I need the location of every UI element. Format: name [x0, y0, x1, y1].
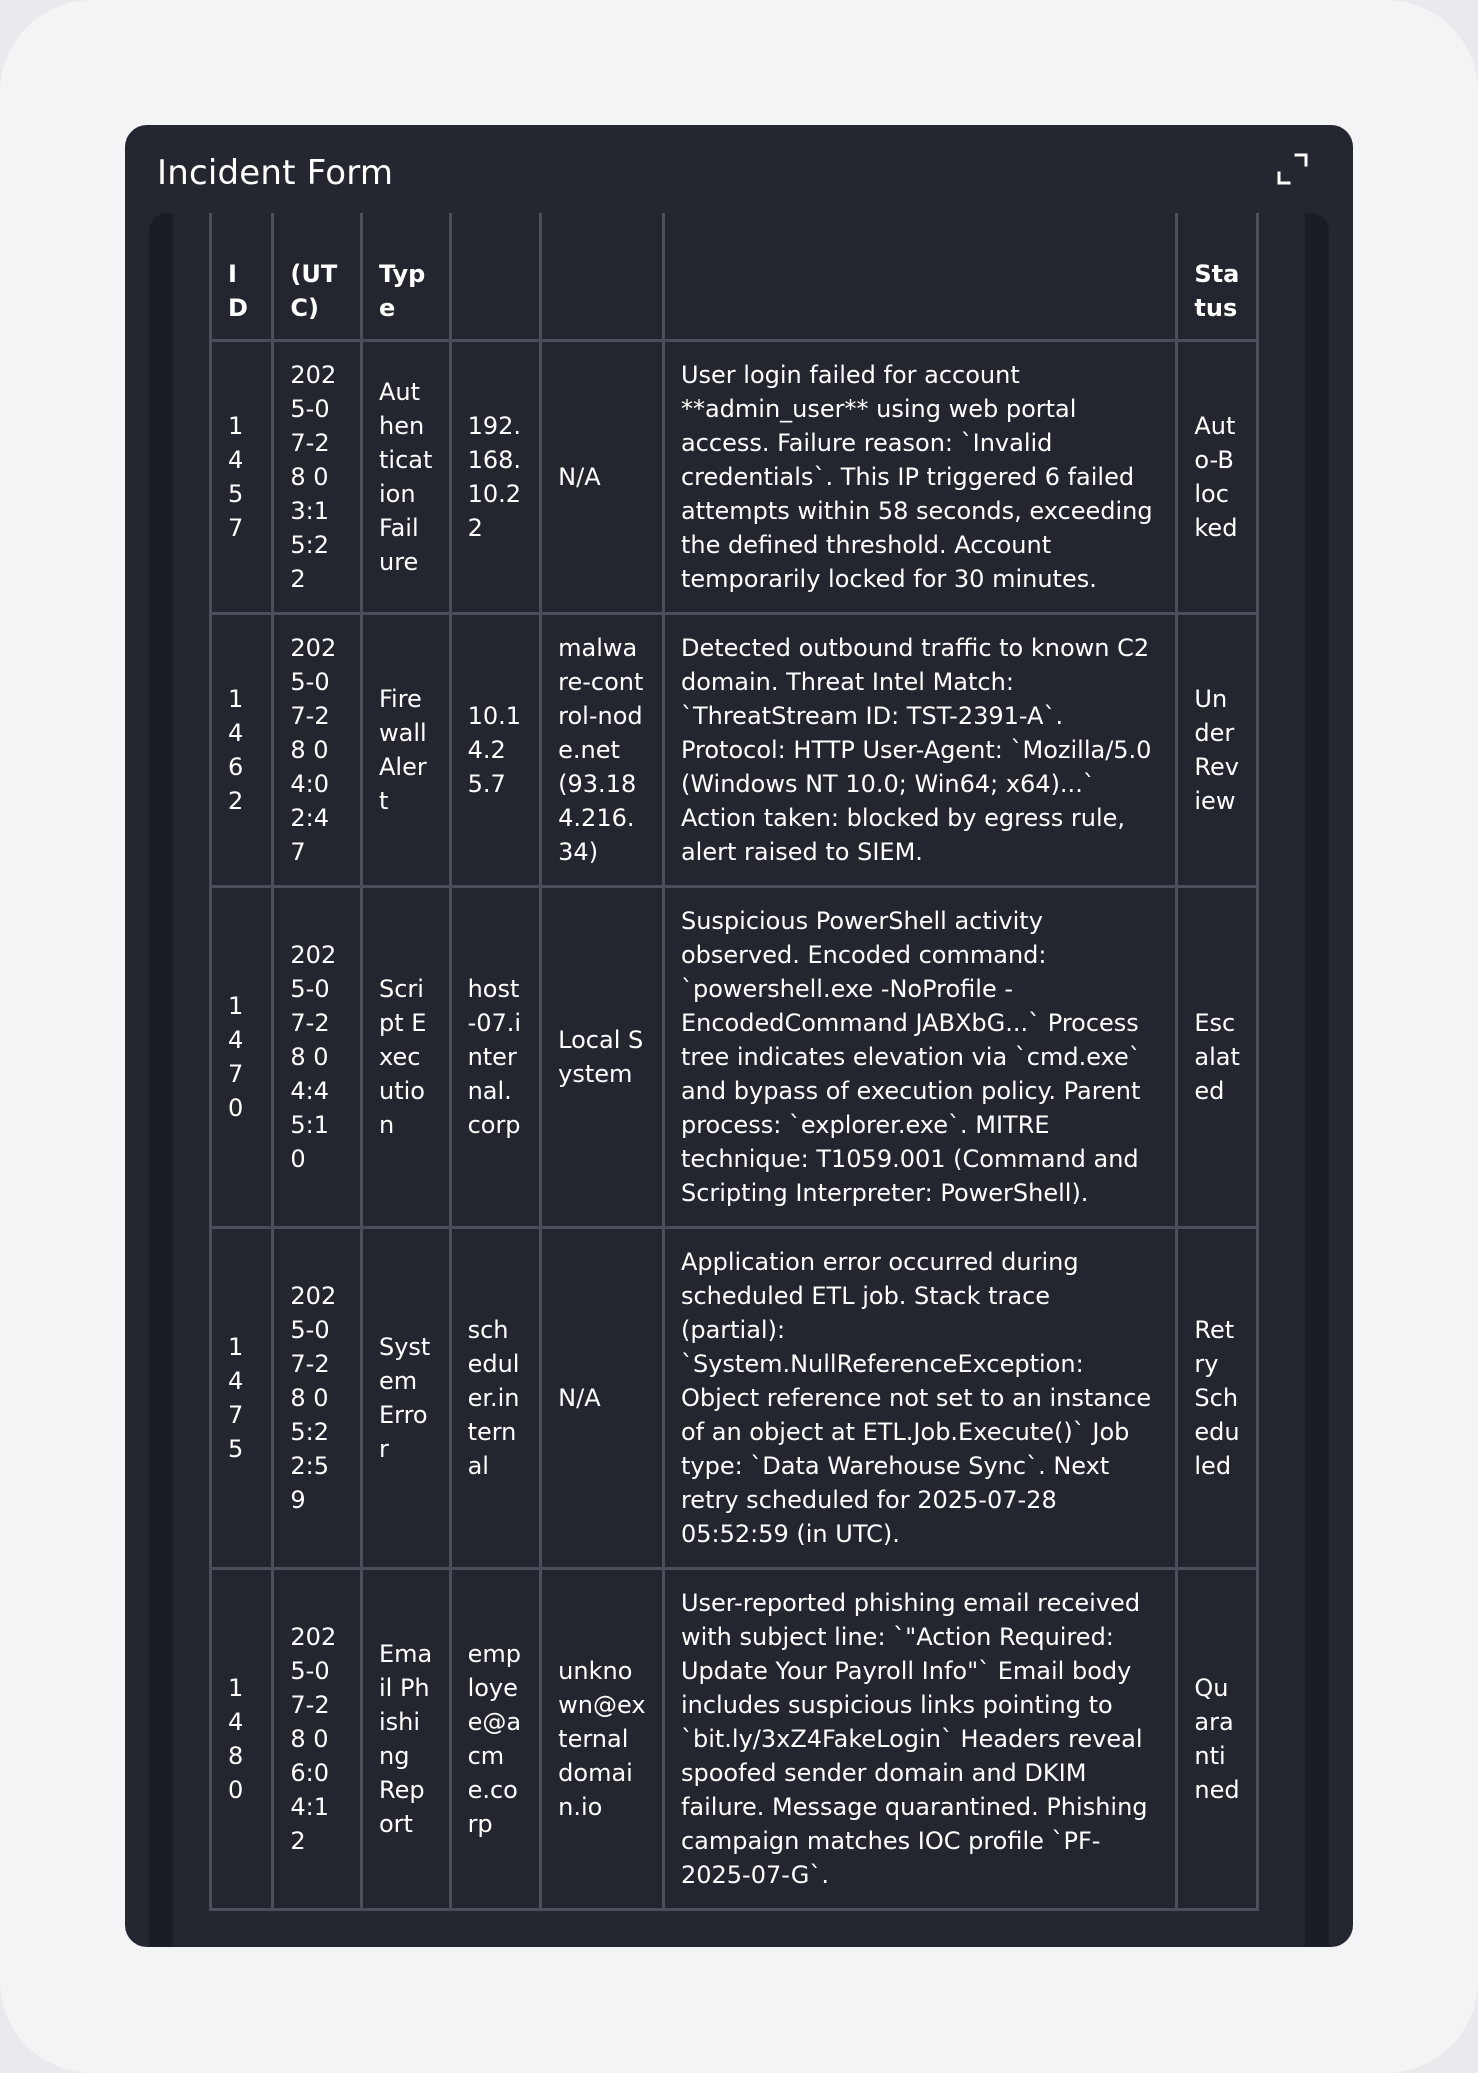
cell-source: employee@acme.corp — [450, 1569, 541, 1910]
cell-timestamp: 2025-07-28 04:45:10 — [273, 887, 362, 1228]
expand-button[interactable] — [1275, 151, 1311, 187]
header-source — [450, 213, 541, 341]
cell-description: Suspicious PowerShell activity observed. Encoded command: `powershell.exe -NoProfile -EncodedCommand JABXbG...` Process tree indicates elevation via `cmd.exe` and bypass of execution policy. Parent process: `explorer.exe`. MITRE technique: T1059.001 (Command and Scripting Interpreter: PowerShell). — [663, 887, 1176, 1228]
table-body — [211, 341, 1258, 1910]
expand-icon — [1275, 151, 1311, 187]
cell-destination: N/A — [541, 1228, 664, 1569]
cell-destination: N/A — [541, 341, 664, 614]
table-row — [211, 887, 1258, 1228]
cell-description: User-reported phishing email received with subject line: `"Action Required: Update Your Payroll Info"` Email body includes suspicious links pointing to `bit.ly/3xZ4FakeLogin` Headers reveal spoofed sender domain and DKIM failure. Message quarantined. Phishing campaign matches IOC profile `PF-2025-07-G`. — [663, 1569, 1176, 1910]
table-header-row — [211, 213, 1258, 341]
table-row — [211, 1569, 1258, 1910]
header-status: Status — [1177, 213, 1258, 341]
cell-status: Escalated — [1177, 887, 1258, 1228]
cell-timestamp: 2025-07-28 04:02:47 — [273, 614, 362, 887]
cell-type: Email Phishing Report — [361, 1569, 450, 1910]
cell-source: scheduler.internal — [450, 1228, 541, 1569]
header-timestamp: (UTC) — [273, 213, 362, 341]
header-destination — [541, 213, 664, 341]
header-type: Type — [361, 213, 450, 341]
cell-source: 10.14.25.7 — [450, 614, 541, 887]
cell-id: 1470 — [211, 887, 273, 1228]
cell-description: User login failed for account **admin_user** using web portal access. Failure reason: `Invalid credentials`. This IP triggered 6 failed attempts within 58 seconds, exceeding the defined threshold. Account temporarily locked for 30 minutes. — [663, 341, 1176, 614]
cell-id: 1480 — [211, 1569, 273, 1910]
cell-source: 192.168.10.22 — [450, 341, 541, 614]
cell-destination: malware-control-node.net (93.184.216.34) — [541, 614, 664, 887]
cell-status: Quarantined — [1177, 1569, 1258, 1910]
cell-type: Authentication Failure — [361, 341, 450, 614]
table-inner-panel — [173, 213, 1305, 1947]
table-row — [211, 341, 1258, 614]
incident-table — [209, 213, 1259, 1911]
cell-description: Application error occurred during scheduled ETL job. Stack trace (partial): `System.NullReferenceException: Object reference not set to an instance of an object at ETL.Job.Execute()` Job type: `Data Warehouse Sync`. Next retry scheduled for 2025-07-28 05:52:59 (in UTC). — [663, 1228, 1176, 1569]
cell-destination: unknown@external domain.io — [541, 1569, 664, 1910]
cell-status: Auto-Blocked — [1177, 341, 1258, 614]
header-id: ID — [211, 213, 273, 341]
table-row — [211, 1228, 1258, 1569]
cell-type: Script Execution — [361, 887, 450, 1228]
cell-status: Under Review — [1177, 614, 1258, 887]
card-header — [125, 125, 1353, 213]
table-scroll-area[interactable] — [149, 213, 1329, 1947]
cell-type: System Error — [361, 1228, 450, 1569]
card-title: Incident Form — [157, 153, 394, 193]
cell-id: 1462 — [211, 614, 273, 887]
table-row — [211, 614, 1258, 887]
table-header — [211, 213, 1258, 341]
cell-timestamp: 2025-07-28 06:04:12 — [273, 1569, 362, 1910]
cell-id: 1457 — [211, 341, 273, 614]
incident-form-card — [125, 125, 1353, 1947]
cell-id: 1475 — [211, 1228, 273, 1569]
cell-type: Firewall Alert — [361, 614, 450, 887]
cell-timestamp: 2025-07-28 05:22:59 — [273, 1228, 362, 1569]
cell-description: Detected outbound traffic to known C2 domain. Threat Intel Match: `ThreatStream ID: TST-2391-A`. Protocol: HTTP User-Agent: `Mozilla/5.0 (Windows NT 10.0; Win64; x64)...` Action taken: blocked by egress rule, alert raised to SIEM. — [663, 614, 1176, 887]
cell-status: Retry Scheduled — [1177, 1228, 1258, 1569]
cell-timestamp: 2025-07-28 03:15:22 — [273, 341, 362, 614]
header-description — [663, 213, 1176, 341]
cell-source: host-07.internal.corp — [450, 887, 541, 1228]
cell-destination: Local System — [541, 887, 664, 1228]
